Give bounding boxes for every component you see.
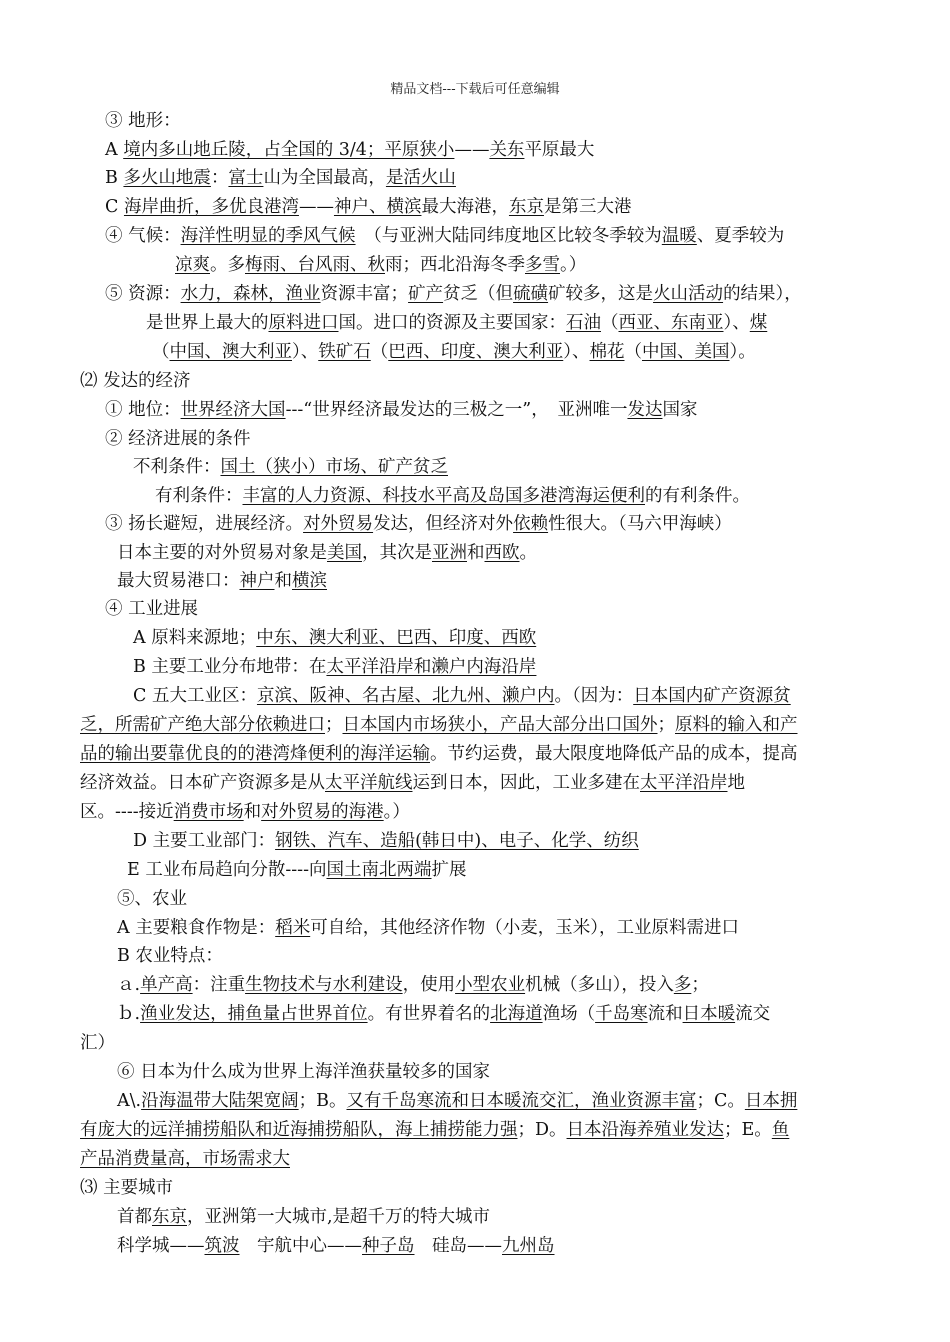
underlined-text: 世界经济大国 [180,400,286,420]
text-line [117,945,223,967]
text-run: 性很大。（马六甲海峡） [548,514,732,534]
underlined-text: 凉爽 [175,255,210,275]
text-line [133,830,639,852]
text-run: 是第三大港 [543,197,632,217]
underlined-text: 是活火山 [385,168,456,188]
text-line [133,456,448,478]
text-run: 有利条件： [155,486,243,506]
text-line [117,888,187,910]
text-run: ，使用 [402,975,456,995]
underlined-text: 渔业发达，捕鱼量占世界首位 [140,1004,368,1024]
text-run: 雨；西北沿海冬季 [385,255,525,275]
text-line [152,341,756,363]
underlined-text: 有庞大的远洋捕捞船队和近海捕捞船队，海上捕捞能力强 [80,1120,518,1140]
text-line [133,656,536,678]
underlined-text: 中国、美国 [642,342,730,362]
underlined-text: 钢铁、汽车、造船(韩日中)、电子、化学、纺织 [275,831,639,851]
text-line [127,859,467,881]
underlined-text: 神户 [239,571,275,591]
text-run: 宇航中心—— [239,1236,362,1256]
text-run: 发达，但经济对外 [373,514,514,534]
underlined-text: 西亚、东南亚 [618,313,724,333]
underlined-text: 东京 [152,1207,187,1227]
text-run: ）、 [723,313,750,333]
underlined-text: 乏，所需矿产绝大部分依赖进口 [80,715,325,735]
text-run: 是世界上最大的 [146,313,269,333]
text-run: 山为全国最高， [263,168,386,188]
text-line [105,167,456,189]
text-run: 可自给，其他经济作物（小麦，玉米），工业原料需进口 [310,918,739,938]
underlined-text: 稻米 [275,918,311,938]
underlined-text: 产品消费量高，市场需求大 [80,1149,290,1169]
text-run: ，其次是 [362,543,432,563]
text-line [133,685,791,707]
underlined-text: 又有千岛寒流和日本暖流交汇，渔业资源丰富 [346,1091,697,1111]
text-run: 贫乏（但 [443,284,514,304]
page-header: 精品文档---下载后可任意编辑 [390,82,560,97]
text-run: 地 [727,773,745,793]
underlined-text: 消费市场 [173,802,244,822]
underlined-text: 火山活动 [653,284,724,304]
underlined-text: 棉花 [589,342,625,362]
text-run: B 主要工业分布地带：在 [133,657,327,677]
underlined-text: 西欧 [484,543,520,563]
text-line [117,1090,797,1112]
text-line [105,598,198,620]
text-line [117,542,537,564]
text-run: 科学城—— [117,1236,205,1256]
underlined-text: 太平洋沿岸和濑户内海沿岸 [326,657,537,677]
text-line [105,110,181,132]
text-run: 。 [519,543,537,563]
text-run: 首都 [117,1207,152,1227]
text-run: ）。 [729,342,756,362]
text-line [80,801,410,823]
text-run: ⑤、农业 [117,889,187,909]
text-run: 流交 [735,1004,771,1024]
text-run: 流和 [647,1004,683,1024]
underlined-text: 石油 [566,313,601,333]
text-run: （ [624,342,642,362]
text-run: 经济效益。日本矿产资源多是从 [80,773,325,793]
text-run: B 农业特点： [117,946,223,966]
text-run: 。（因为： [554,686,634,706]
text-run: —— [298,197,334,217]
underlined-text: 矿产 [408,284,444,304]
text-line [105,225,784,247]
underlined-text: 沿海温带大陆架宽阔 [141,1091,299,1111]
text-run: ④ 气候： [105,226,181,246]
text-line [155,485,750,507]
text-run: 和 [274,571,292,591]
underlined-text: 生物技术与水利建设 [245,975,403,995]
text-run: 的有利条件。 [645,486,750,506]
text-run: ；D。 [517,1120,567,1140]
text-run: （ [152,342,170,362]
text-run: 。多 [210,255,245,275]
text-run: 机械（多山），投入 [525,975,674,995]
underlined-text: 境内多山地丘陵，占全国的 3/4；平原狭小 [123,140,455,160]
text-run: 国。进口的资源及主要国家： [338,313,566,333]
underlined-text: 鱼 [771,1120,790,1140]
text-run: C [105,197,124,217]
underlined-text: 九州岛 [502,1236,555,1256]
underlined-text: 单产高 [140,975,193,995]
text-line [80,743,798,765]
text-run: 和 [243,802,262,822]
underlined-text: 日本暖 [682,1004,736,1024]
text-run: （ [370,342,389,362]
underlined-text: 日本国内矿产资源贫 [633,686,791,706]
underlined-text: 对外贸易 [303,514,374,534]
underlined-text: 小型农业 [455,975,526,995]
text-line [80,714,798,736]
text-line [117,1235,555,1257]
text-run: C 五大工业区： [133,686,257,706]
text-line [80,1148,290,1170]
text-line [105,196,631,218]
underlined-text: 海洋性明显的季风气候 [180,226,356,246]
underlined-text: 富士 [228,168,264,188]
text-run: ：注重 [192,975,246,995]
text-run: 不利条件： [133,457,221,477]
text-run: 资源丰富； [320,284,409,304]
underlined-text: 京滨、阪神、名古屋、北九州、濑户内 [256,686,555,706]
underlined-text: 太平洋航线 [325,773,413,793]
text-line [105,139,594,161]
text-run: A\. [117,1091,142,1111]
text-run: 国家 [662,400,698,420]
text-run: 。） [560,255,587,275]
underlined-text: 铁矿石 [318,342,371,362]
text-run: 最大海港， [421,197,509,217]
text-line [117,1206,490,1228]
text-run: A 原料来源地； [133,628,257,648]
underlined-text: 依赖 [513,514,549,534]
text-run: D 主要工业部门： [133,831,276,851]
underlined-text: 海岸曲折，多优良港湾 [123,197,299,217]
text-run: ，亚洲第一大城市,是超千万的特大城市 [187,1207,491,1227]
underlined-text: 多火山地震 [123,168,211,188]
text-run: 最大贸易港口： [117,571,240,591]
text-run: ① 地位： [105,400,181,420]
text-run: ； [657,715,675,735]
text-run: 扩展 [431,860,467,880]
underlined-text: 巴西、印度、澳大利亚 [388,342,564,362]
text-line [80,370,191,392]
underlined-text: 中东、澳大利亚、巴西、印度、西欧 [256,628,537,648]
underlined-text: 种子岛 [362,1236,415,1256]
underlined-text: 中国、澳大利亚 [169,342,292,362]
text-run: 硅岛—— [414,1236,502,1256]
text-run: ）、 [292,342,319,362]
text-run: 和 [467,543,485,563]
text-line [175,254,586,276]
underlined-text: 硫磺 [513,284,549,304]
text-line [105,283,802,305]
text-line [133,627,536,649]
underlined-text: 亚洲 [432,543,467,563]
text-run: B [105,168,124,188]
text-run: A 主要粮食作物是： [117,918,276,938]
underlined-text: 对外贸易的海港 [261,802,384,822]
text-run: ａ. [117,975,141,995]
underlined-text: 横滨 [292,571,327,591]
text-run: ④ 工业进展 [105,599,199,619]
underlined-text: 煤 [749,313,768,333]
text-run: 区。----接近 [80,802,174,822]
underlined-text: 温暖 [661,226,697,246]
text-run: （ [601,313,619,333]
text-line [80,1177,173,1199]
text-run: 运到日本，因此，工业多建在 [412,773,640,793]
underlined-text: 品的输出要靠优良的的港湾烽便利的海洋运输 [80,744,430,764]
text-run: —— [454,140,490,160]
underlined-text: 水力，森林，渔业 [180,284,321,304]
text-run: ③ 扬长避短，进展经济。 [105,514,304,534]
underlined-text: 国土南北两端 [326,860,432,880]
text-run: ⑥ 日本为什么成为世界上海洋渔获量较多的国家 [117,1062,491,1082]
text-run: A [105,140,124,160]
underlined-text: 发达 [627,400,663,420]
underlined-text: 国土（狭小）市场、矿产贫乏 [220,457,448,477]
text-run: ② 经济进展的条件 [105,429,251,449]
text-run: 的结果）， [723,284,802,304]
underlined-text: 美国 [327,543,362,563]
text-run: 平原最大 [524,140,595,160]
underlined-text: 神户、横滨 [333,197,422,217]
text-line [117,974,709,996]
underlined-text: 丰富的人力资源、科技水平高及岛国多港湾海运便利 [242,486,645,506]
underlined-text: 原料进口 [268,313,339,333]
text-run: ；C。 [696,1091,745,1111]
text-run: 汇） [80,1033,115,1053]
text-run: ⑤ 资源： [105,284,181,304]
underlined-text: 多 [673,975,692,995]
text-run: ）、 [563,342,590,362]
text-run: ｂ. [117,1004,141,1024]
text-run: 。有世界着名的 [367,1004,491,1024]
text-run: ---“世界经济最发达的三极之一”， 亚洲唯一 [285,400,628,420]
text-run: ； [325,715,343,735]
text-line [117,1003,770,1025]
underlined-text: 关东 [489,140,525,160]
text-run: ⑵ 发达的经济 [80,371,191,391]
text-run: ；B。 [298,1091,347,1111]
text-run: （与亚洲大陆同纬度地区比较冬季较为 [355,226,662,246]
underlined-text: 北海道 [490,1004,543,1024]
underlined-text: 日本拥 [744,1091,798,1111]
underlined-text: 东京 [508,197,544,217]
text-run: E 工业布局趋向分散----向 [127,860,327,880]
text-run: 渔场（ [542,1004,596,1024]
text-line [80,1032,115,1054]
text-line [146,312,767,334]
text-line [117,1061,490,1083]
text-line [105,513,732,535]
text-line [105,399,697,421]
text-run: 、夏季较为 [696,226,785,246]
text-run: ； [691,975,709,995]
underlined-text: 筑波 [204,1236,240,1256]
underlined-text: 梅雨、台风雨、秋 [245,255,385,275]
text-line [80,772,745,794]
text-run: 。节约运费，最大限度地降低产品的成本，提高 [430,744,798,764]
text-run: 日本主要的对外贸易对象是 [117,543,327,563]
underlined-text: 日本国内市场狭小，产品大部分出口国外 [342,715,658,735]
underlined-text: 千岛寒 [595,1004,648,1024]
underlined-text: 多雪 [525,255,560,275]
text-run: ③ 地形： [105,111,181,131]
text-line [105,428,251,450]
underlined-text: 日本沿海养殖业发达 [566,1120,725,1140]
text-line [80,1119,789,1141]
underlined-text: 原料的输入和产 [675,715,798,735]
text-run: ；E。 [724,1120,772,1140]
text-run: 。） [383,802,410,822]
text-run: 矿较多，这是 [548,284,654,304]
underlined-text: 太平洋沿岸 [640,773,728,793]
text-run: ⑶ 主要城市 [80,1178,174,1198]
text-line [117,917,739,939]
text-run: ： [210,168,229,188]
text-line [117,570,327,592]
